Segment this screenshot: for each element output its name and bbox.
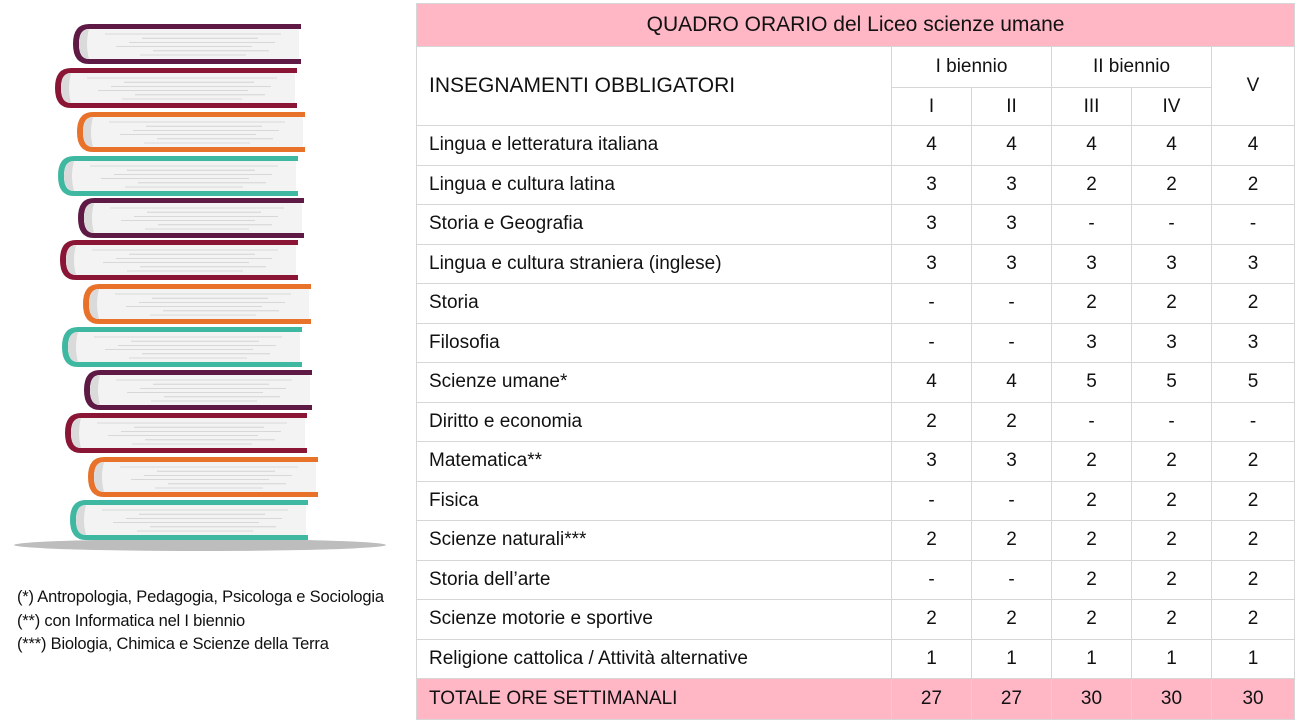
book-icon [62, 327, 302, 367]
hours-cell: 2 [1212, 521, 1295, 561]
subject-cell: Matematica** [417, 442, 892, 482]
hours-cell: 3 [972, 244, 1052, 284]
subject-cell: Fisica [417, 481, 892, 521]
hours-cell: 4 [1212, 126, 1295, 166]
hours-cell: 2 [1132, 284, 1212, 324]
hours-cell: - [1052, 402, 1132, 442]
hours-cell: 2 [892, 402, 972, 442]
table-row [417, 560, 1295, 600]
hours-cell: 5 [1132, 363, 1212, 403]
subject-cell: Storia dell’arte [417, 560, 892, 600]
hours-cell: 2 [1132, 442, 1212, 482]
hours-cell: 2 [1212, 560, 1295, 600]
hours-cell: - [972, 284, 1052, 324]
table-row [417, 165, 1295, 205]
total-hours-cell: 27 [892, 679, 972, 720]
hours-cell: 4 [972, 363, 1052, 403]
book-icon [73, 24, 301, 64]
table-title: QUADRO ORARIO del Liceo scienze umane [417, 4, 1295, 47]
hours-cell: 2 [1132, 600, 1212, 640]
hours-cell: 2 [1132, 481, 1212, 521]
hours-cell: 2 [1212, 600, 1295, 640]
table-row [417, 126, 1295, 166]
hours-cell: 2 [1052, 442, 1132, 482]
table-row [417, 284, 1295, 324]
hours-cell: 1 [1132, 639, 1212, 679]
shadow [14, 539, 386, 551]
table-row [417, 442, 1295, 482]
hours-cell: 3 [1052, 323, 1132, 363]
year-header: I [892, 88, 972, 126]
total-row [417, 679, 1295, 720]
hours-cell: 4 [1052, 126, 1132, 166]
hours-cell: 2 [892, 521, 972, 561]
hours-cell: 2 [972, 402, 1052, 442]
hours-cell: 2 [1212, 284, 1295, 324]
hours-cell: 3 [1212, 244, 1295, 284]
hours-cell: 1 [1052, 639, 1132, 679]
hours-cell: 2 [1052, 600, 1132, 640]
hours-cell: 2 [892, 600, 972, 640]
year-header: II [972, 88, 1052, 126]
hours-cell: 2 [1052, 165, 1132, 205]
hours-cell: 3 [892, 165, 972, 205]
subject-cell: Lingua e letteratura italiana [417, 126, 892, 166]
table-row [417, 402, 1295, 442]
hours-cell: 3 [1132, 244, 1212, 284]
hours-cell: - [972, 560, 1052, 600]
book-icon [58, 156, 298, 196]
total-hours-cell: 30 [1052, 679, 1132, 720]
hours-cell: 3 [892, 442, 972, 482]
total-label: TOTALE ORE SETTIMANALI [417, 679, 892, 720]
hours-cell: 1 [972, 639, 1052, 679]
book-icon [55, 68, 297, 108]
hours-cell: 2 [1212, 442, 1295, 482]
table-row [417, 205, 1295, 245]
hours-cell: 5 [1212, 363, 1295, 403]
hours-cell: 3 [972, 165, 1052, 205]
hours-cell: 2 [1132, 165, 1212, 205]
group-header-second-biennium: II biennio [1052, 47, 1212, 88]
hours-cell: - [892, 560, 972, 600]
hours-cell: 1 [892, 639, 972, 679]
year-header: IV [1132, 88, 1212, 126]
table-row [417, 639, 1295, 679]
table-row [417, 363, 1295, 403]
total-hours-cell: 30 [1132, 679, 1212, 720]
hours-cell: 3 [892, 244, 972, 284]
table-row [417, 323, 1295, 363]
subject-cell: Storia e Geografia [417, 205, 892, 245]
hours-cell: 3 [892, 205, 972, 245]
hours-cell: 3 [972, 442, 1052, 482]
hours-cell: 2 [972, 521, 1052, 561]
table-row [417, 521, 1295, 561]
hours-cell: 3 [972, 205, 1052, 245]
hours-cell: 3 [1132, 323, 1212, 363]
subject-cell: Scienze motorie e sportive [417, 600, 892, 640]
book-icon [77, 112, 305, 152]
hours-cell: - [972, 323, 1052, 363]
book-icon [83, 284, 311, 324]
hours-cell: 4 [892, 363, 972, 403]
hours-cell: 2 [972, 600, 1052, 640]
books-stack-illustration [0, 0, 400, 560]
hours-cell: 2 [1052, 284, 1132, 324]
footnote: (*) Antropologia, Pedagogia, Psicologa e Sociologia [17, 588, 384, 606]
hours-cell: 2 [1212, 165, 1295, 205]
year-header-v: V [1212, 47, 1295, 126]
schedule-table [416, 3, 1295, 720]
footnote: (***) Biologia, Chimica e Scienze della Terra [17, 635, 329, 653]
hours-cell: 4 [972, 126, 1052, 166]
hours-cell: 4 [892, 126, 972, 166]
book-icon [84, 370, 312, 410]
hours-cell: 4 [1132, 126, 1212, 166]
hours-cell: - [1132, 402, 1212, 442]
hours-cell: 1 [1212, 639, 1295, 679]
book-icon [78, 198, 304, 238]
hours-cell: 2 [1132, 560, 1212, 600]
book-icon [65, 413, 307, 453]
table-row [417, 244, 1295, 284]
header-row [417, 47, 1295, 88]
hours-cell: - [1132, 205, 1212, 245]
book-icon [88, 457, 318, 497]
hours-cell: 2 [1052, 481, 1132, 521]
hours-cell: 2 [1052, 560, 1132, 600]
subject-cell: Scienze umane* [417, 363, 892, 403]
hours-cell: 3 [1052, 244, 1132, 284]
hours-cell: - [1052, 205, 1132, 245]
table-title-row [417, 4, 1295, 47]
subject-cell: Lingua e cultura straniera (inglese) [417, 244, 892, 284]
subject-cell: Diritto e economia [417, 402, 892, 442]
hours-cell: - [972, 481, 1052, 521]
hours-cell: 2 [1132, 521, 1212, 561]
hours-cell: - [892, 481, 972, 521]
book-icon [70, 500, 308, 540]
total-hours-cell: 27 [972, 679, 1052, 720]
hours-cell: - [1212, 402, 1295, 442]
hours-cell: 3 [1212, 323, 1295, 363]
year-header: III [1052, 88, 1132, 126]
total-hours-cell: 30 [1212, 679, 1295, 720]
hours-cell: 2 [1212, 481, 1295, 521]
hours-cell: - [1212, 205, 1295, 245]
footnote: (**) con Informatica nel I biennio [17, 611, 245, 630]
hours-cell: 2 [1052, 521, 1132, 561]
subject-cell: Lingua e cultura latina [417, 165, 892, 205]
hours-cell: - [892, 323, 972, 363]
group-header-first-biennium: I biennio [892, 47, 1052, 88]
subject-cell: Religione cattolica / Attività alternative [417, 639, 892, 679]
table-row [417, 481, 1295, 521]
subject-cell: Filosofia [417, 323, 892, 363]
hours-cell: - [892, 284, 972, 324]
table-row [417, 600, 1295, 640]
subject-cell: Scienze naturali*** [417, 521, 892, 561]
footnotes [17, 586, 412, 657]
subject-cell: Storia [417, 284, 892, 324]
hours-cell: 5 [1052, 363, 1132, 403]
subject-column-header: INSEGNAMENTI OBBLIGATORI [417, 47, 892, 126]
book-icon [60, 240, 298, 280]
